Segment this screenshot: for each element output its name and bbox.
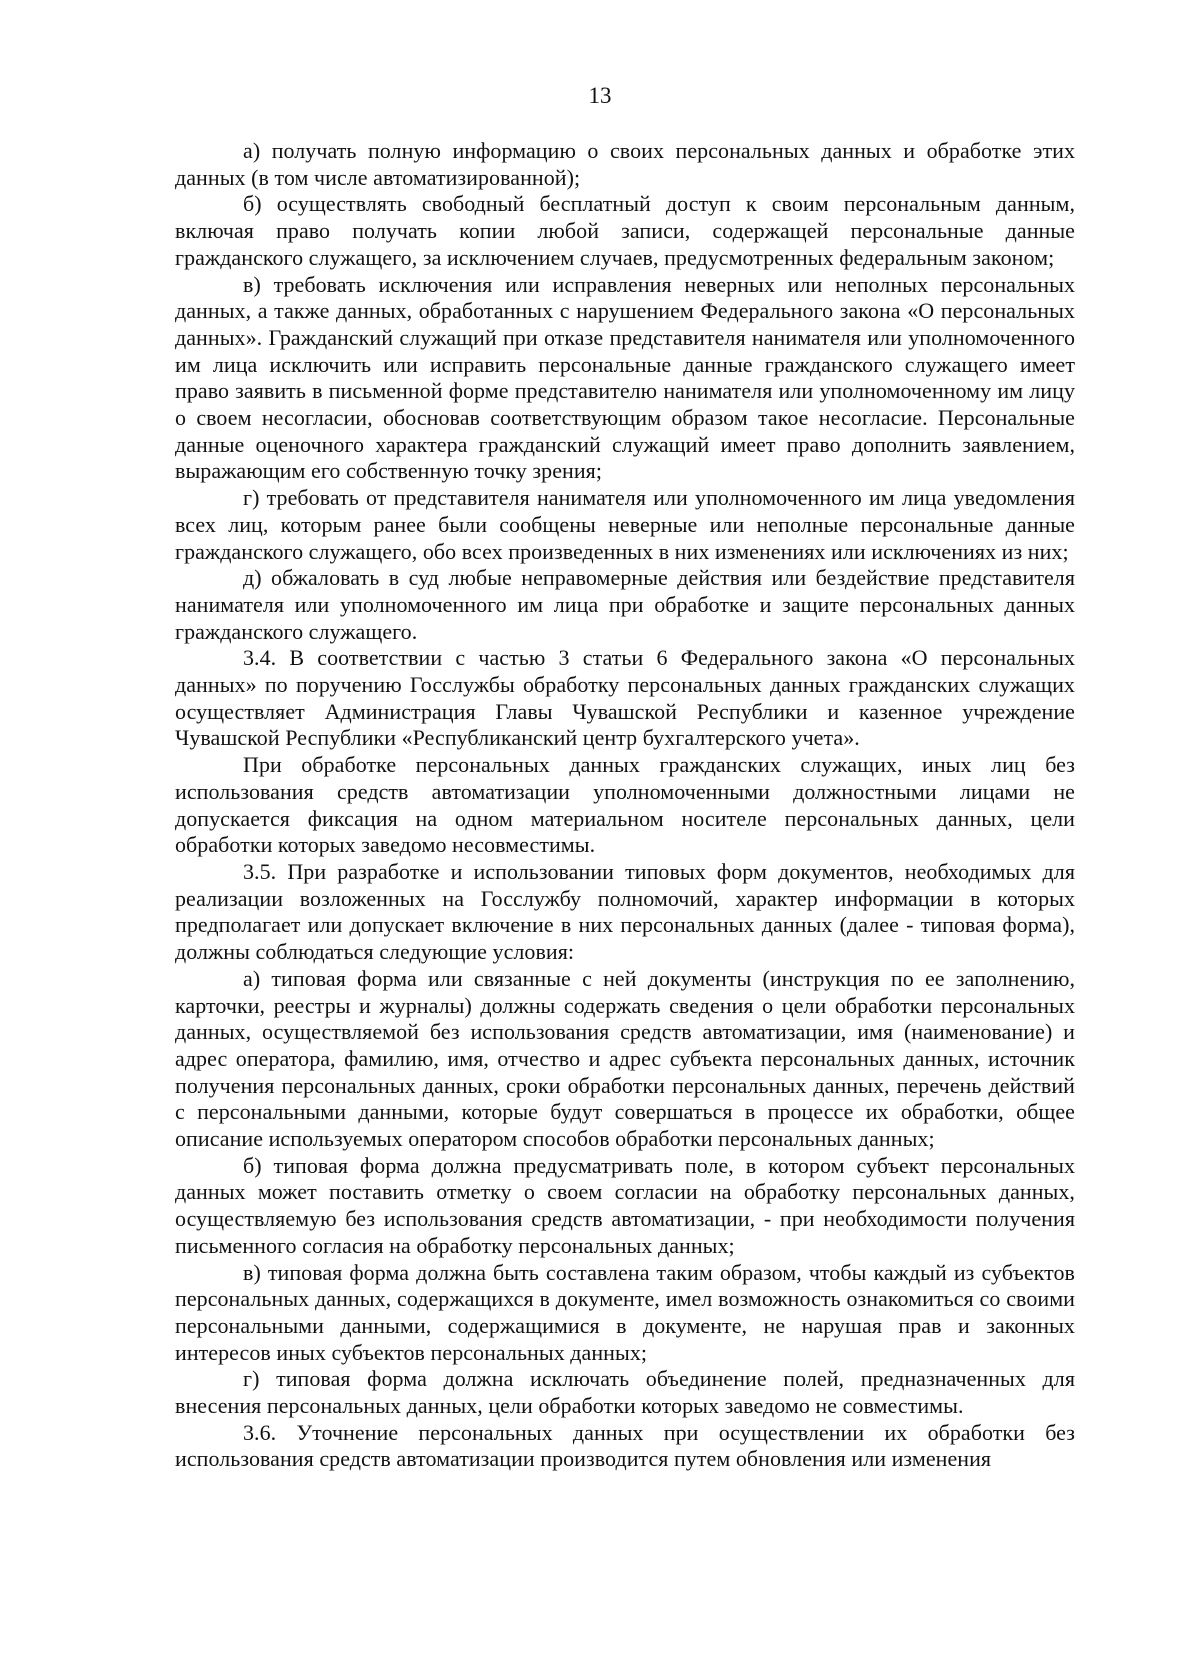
paragraph-section-3-4: 3.4. В соответствии с частью 3 статьи 6 Федерального закона «О персональных данных» по поручению Госслужбы обработку персональных данных гражданских служащих осуществляет Администрация Главы Чувашской Республики и казенное учреждение Чувашской Республики «Республиканский центр бухгалтерского учета».	[175, 645, 1075, 751]
paragraph-item-d-appeal-court: д) обжаловать в суд любые неправомерные действия или бездействие представителя нанимателя или уполномоченного им лица при обработке и защите персональных данных гражданского служащего.	[175, 565, 1075, 644]
paragraph-item-v-demand-correction: в) требовать исключения или исправления неверных или неполных персональных данных, а также данных, обработанных с нарушением Федерального закона «О персональных данных». Гражданский служащий при отказе представителя нанимателя или уполномоченного им лица исключить или исправить персональные данные гражданского служащего имеет право заявить в письменной форме представителю нанимателя или уполномоченному им лицу о своем несогласии, обосновав соответствующим образом такое несогласие. Персональные данные оценочного характера гражданский служащий имеет право дополнить заявлением, выражающим его собственную точку зрения;	[175, 271, 1075, 484]
paragraph-condition-g: г) типовая форма должна исключать объединение полей, предназначенных для внесения персональных данных, цели обработки которых заведомо не совместимы.	[175, 1366, 1075, 1419]
paragraph-non-automated-processing: При обработке персональных данных гражданских служащих, иных лиц без использования средств автоматизации уполномоченными должностными лицами не допускается фиксация на одном материальном носителе персональных данных, цели обработки которых заведомо несовместимы.	[175, 752, 1075, 858]
paragraph-condition-b: б) типовая форма должна предусматривать поле, в котором субъект персональных данных может поставить отметку о своем согласии на обработку персональных данных, осуществляемую без использования средств автоматизации, - при необходимости получения письменного согласия на обработку персональных данных;	[175, 1152, 1075, 1258]
paragraph-item-g-notify-persons: г) требовать от представителя нанимателя или уполномоченного им лица уведомления всех лиц, которым ранее были сообщены неверные или неполные персональные данные гражданского служащего, обо всех произведенных в них изменениях или исключениях из них;	[175, 485, 1075, 564]
paragraph-section-3-5: 3.5. При разработке и использовании типовых форм документов, необходимых для реализации возложенных на Госслужбу полномочий, характер информации в которых предполагает или допускает включение в них персональных данных (далее - типовая форма), должны соблюдаться следующие условия:	[175, 858, 1075, 965]
paragraph-item-b-free-access: б) осуществлять свободный бесплатный доступ к своим персональным данным, включая право получать копии любой записи, содержащей персональные данные гражданского служащего, за исключением случаев, предусмотренных федеральным законом;	[175, 191, 1075, 270]
paragraph-section-3-6: 3.6. Уточнение персональных данных при осуществлении их обработки без использования средств автоматизации производится путем обновления или изменения	[175, 1419, 1075, 1472]
document-body	[175, 138, 1075, 1473]
paragraph-item-a-receive-info: а) получать полную информацию о своих персональных данных и обработке этих данных (в том числе автоматизированной);	[175, 138, 1075, 190]
paragraph-condition-a: а) типовая форма или связанные с ней документы (инструкция по ее заполнению, карточки, реестры и журналы) должны содержать сведения о цели обработки персональных данных, осуществляемой без использования средств автоматизации, имя (наименование) и адрес оператора, фамилию, имя, отчество и адрес субъекта персональных данных, источник получения персональных данных, сроки обработки персональных данных, перечень действий с персональными данными, которые будут совершаться в процессе их обработки, общее описание используемых оператором способов обработки персональных данных;	[175, 965, 1075, 1152]
page-number: 13	[588, 83, 612, 108]
paragraph-condition-v: в) типовая форма должна быть составлена таким образом, чтобы каждый из субъектов персональных данных, содержащихся в документе, имел возможность ознакомиться со своими персональными данными, содержащимися в документе, не нарушая прав и законных интересов иных субъектов персональных данных;	[175, 1259, 1075, 1365]
